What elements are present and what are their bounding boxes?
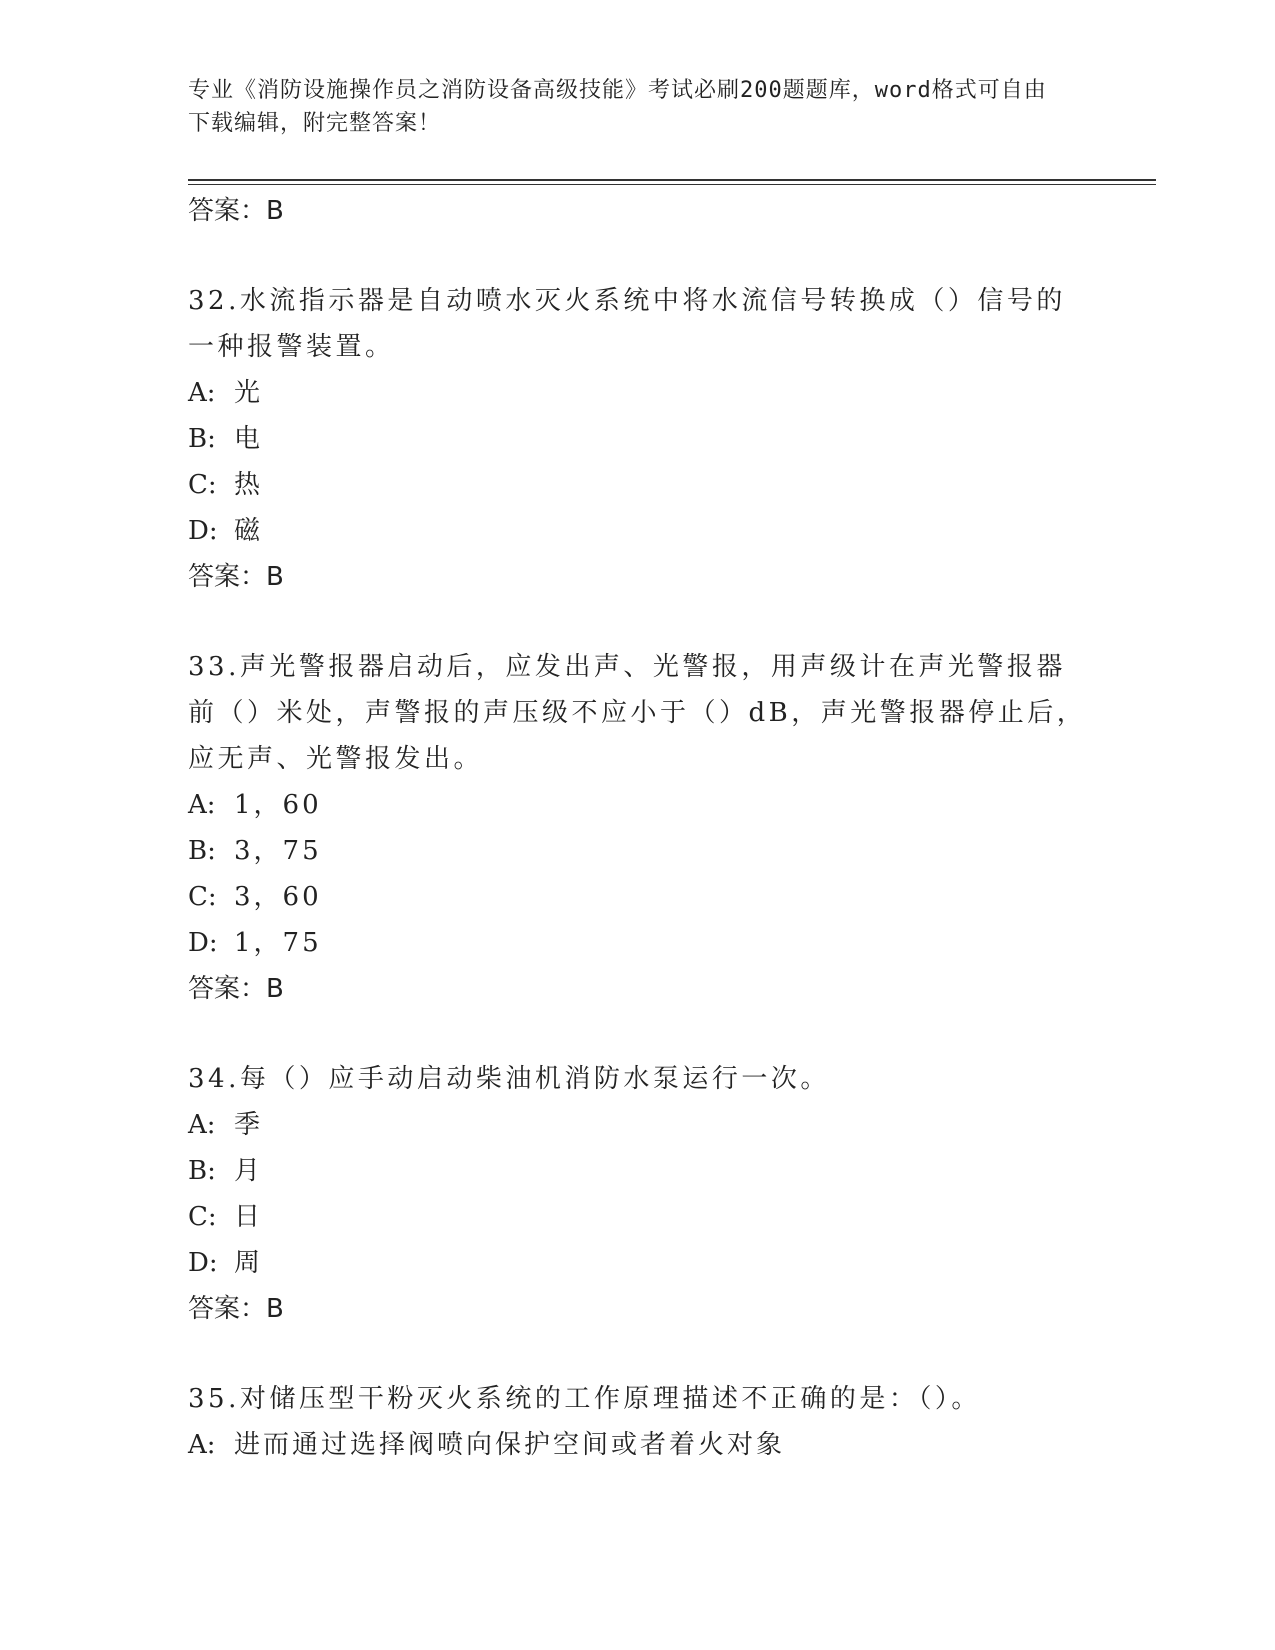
- option-b: [188, 828, 1088, 874]
- option-text: 光: [234, 378, 264, 408]
- option-d: [188, 1240, 1088, 1286]
- option-letter: B:: [188, 1156, 216, 1186]
- option-a: [188, 782, 1088, 828]
- option-a: [188, 1422, 1088, 1468]
- option-d: [188, 508, 1088, 554]
- option-letter: D:: [188, 928, 218, 958]
- question-text: 32.水流指示器是自动喷水灭火系统中将水流信号转换成（）信号的一种报警装置。: [188, 286, 1066, 362]
- option-b: [188, 1148, 1088, 1194]
- option-c: [188, 874, 1088, 920]
- question-text: 35.对储压型干粉灭火系统的工作原理描述不正确的是：（）。: [188, 1384, 981, 1414]
- header-divider-thin: [188, 184, 1156, 185]
- question-item: [188, 1376, 1088, 1468]
- option-c: [188, 1194, 1088, 1240]
- option-letter: C:: [188, 882, 217, 912]
- answer-line: 答案：B: [188, 974, 284, 1004]
- option-letter: D:: [188, 516, 218, 546]
- option-letter: B:: [188, 424, 216, 454]
- option-text: 进而通过选择阀喷向保护空间或者着火对象: [234, 1430, 786, 1460]
- question-list: [188, 188, 1088, 1468]
- answer-line: 答案：B: [188, 1294, 284, 1324]
- option-a: [188, 1102, 1088, 1148]
- question-item: [188, 1056, 1088, 1332]
- option-c: [188, 462, 1088, 508]
- option-d: [188, 920, 1088, 966]
- option-text: 周: [234, 1248, 264, 1278]
- option-letter: A:: [188, 790, 216, 820]
- option-a: [188, 370, 1088, 416]
- option-text: 热: [234, 470, 264, 500]
- option-letter: C:: [188, 1202, 217, 1232]
- question-item: [188, 644, 1088, 1012]
- option-text: 电: [234, 424, 264, 454]
- option-text: 月: [234, 1156, 264, 1186]
- option-letter: A:: [188, 378, 216, 408]
- document-header: 专业《消防设施操作员之消防设备高级技能》考试必刷200题题库，word格式可自由下载编辑，附完整答案！: [188, 78, 1047, 136]
- option-text: 3，60: [234, 882, 322, 912]
- question-item: [188, 278, 1088, 600]
- option-letter: B:: [188, 836, 216, 866]
- question-text: 34.每（）应手动启动柴油机消防水泵运行一次。: [188, 1064, 830, 1094]
- question-text: 33.声光警报器启动后，应发出声、光警报，用声级计在声光警报器前（）米处，声警报的声压级不应小于（）dB，声光警报器停止后，应无声、光警报发出。: [188, 652, 1087, 774]
- option-letter: D:: [188, 1248, 218, 1278]
- answer-line: 答案：B: [188, 562, 284, 592]
- option-b: [188, 416, 1088, 462]
- option-text: 1，60: [234, 790, 322, 820]
- option-text: 磁: [234, 516, 264, 546]
- answer-line: 答案：B: [188, 196, 284, 226]
- header-divider-thick: [188, 179, 1156, 181]
- option-letter: A:: [188, 1430, 216, 1460]
- option-text: 1，75: [234, 928, 322, 958]
- option-text: 季: [234, 1110, 264, 1140]
- option-text: 3，75: [234, 836, 322, 866]
- option-letter: A:: [188, 1110, 216, 1140]
- option-letter: C:: [188, 470, 217, 500]
- option-text: 日: [234, 1202, 264, 1232]
